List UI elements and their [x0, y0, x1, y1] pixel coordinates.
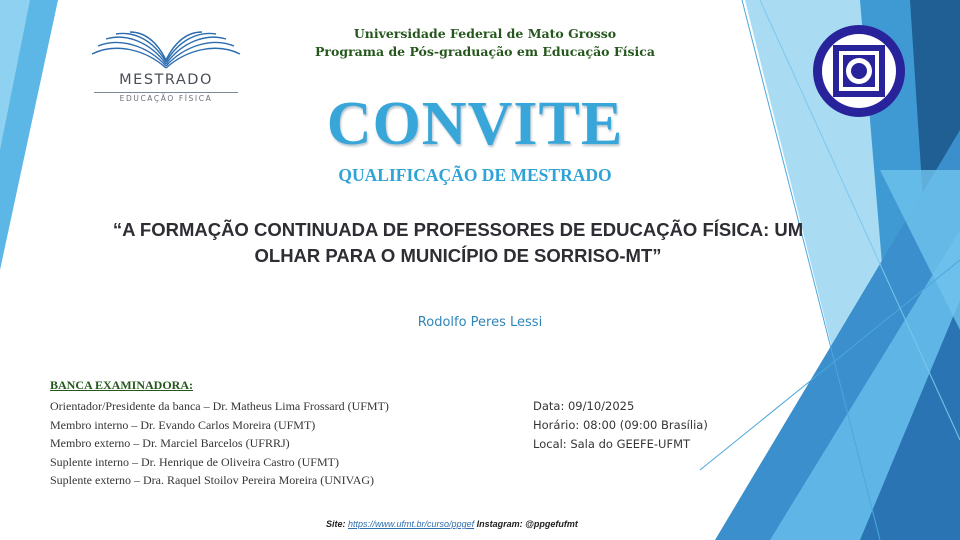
logo-word: MESTRADO: [119, 72, 213, 88]
ufmt-emblem: [813, 25, 905, 117]
committee-list: [50, 397, 389, 490]
site-label: Site:: [326, 519, 346, 529]
logo-subtitle: EDUCAÇÃO FÍSICA: [119, 94, 213, 103]
wing-logo-icon: [86, 30, 246, 72]
author-name: Rodolfo Peres Lessi: [417, 315, 543, 330]
committee-member: Membro externo – Dr. Marciel Barcelos (UFRRJ): [50, 436, 290, 450]
committee-member: Membro interno – Dr. Evando Carlos Moreira (UFMT): [50, 417, 316, 432]
program-name: Programa de Pós-graduação em Educação Física: [315, 44, 655, 59]
event-details: [533, 397, 708, 454]
institution-header: [280, 25, 690, 61]
footer-contacts: [326, 519, 646, 529]
thesis-title-line: OLHAR PARA O MUNICÍPIO DE SORRISO-MT”: [254, 245, 662, 266]
committee-member: Suplente externo – Dra. Raquel Stoilov Pereira Moreira (UNIVAG): [50, 473, 375, 487]
thesis-title-line: “A FORMAÇÃO CONTINUADA DE PROFESSORES DE EDUCAÇÃO FÍSICA: UM: [112, 219, 804, 240]
event-date: Data: 09/10/2025: [533, 399, 635, 413]
committee-member: Suplente interno – Dr. Henrique de Oliveira Castro (UFMT): [50, 454, 339, 469]
instagram-handle: Instagram: @ppgefufmt: [476, 519, 578, 529]
invitation-title: CONVITE: [326, 90, 624, 158]
committee-heading: BANCA EXAMINADORA:: [50, 378, 193, 392]
site-link[interactable]: https://www.ufmt.br/curso/ppgef: [348, 519, 475, 529]
invitation-subtitle: QUALIFICAÇÃO DE MESTRADO: [338, 165, 612, 185]
thesis-title: [48, 217, 868, 269]
event-place: Local: Sala do GEEFE-UFMT: [533, 437, 691, 451]
mestrado-logo: [86, 30, 246, 106]
committee-member: Orientador/Presidente da banca – Dr. Matheus Lima Frossard (UFMT): [50, 399, 389, 413]
university-name: Universidade Federal de Mato Grosso: [353, 26, 617, 41]
logo-divider: [94, 92, 238, 93]
ufmt-emblem-icon: [813, 25, 905, 117]
event-time: Horário: 08:00 (09:00 Brasília): [533, 418, 708, 432]
